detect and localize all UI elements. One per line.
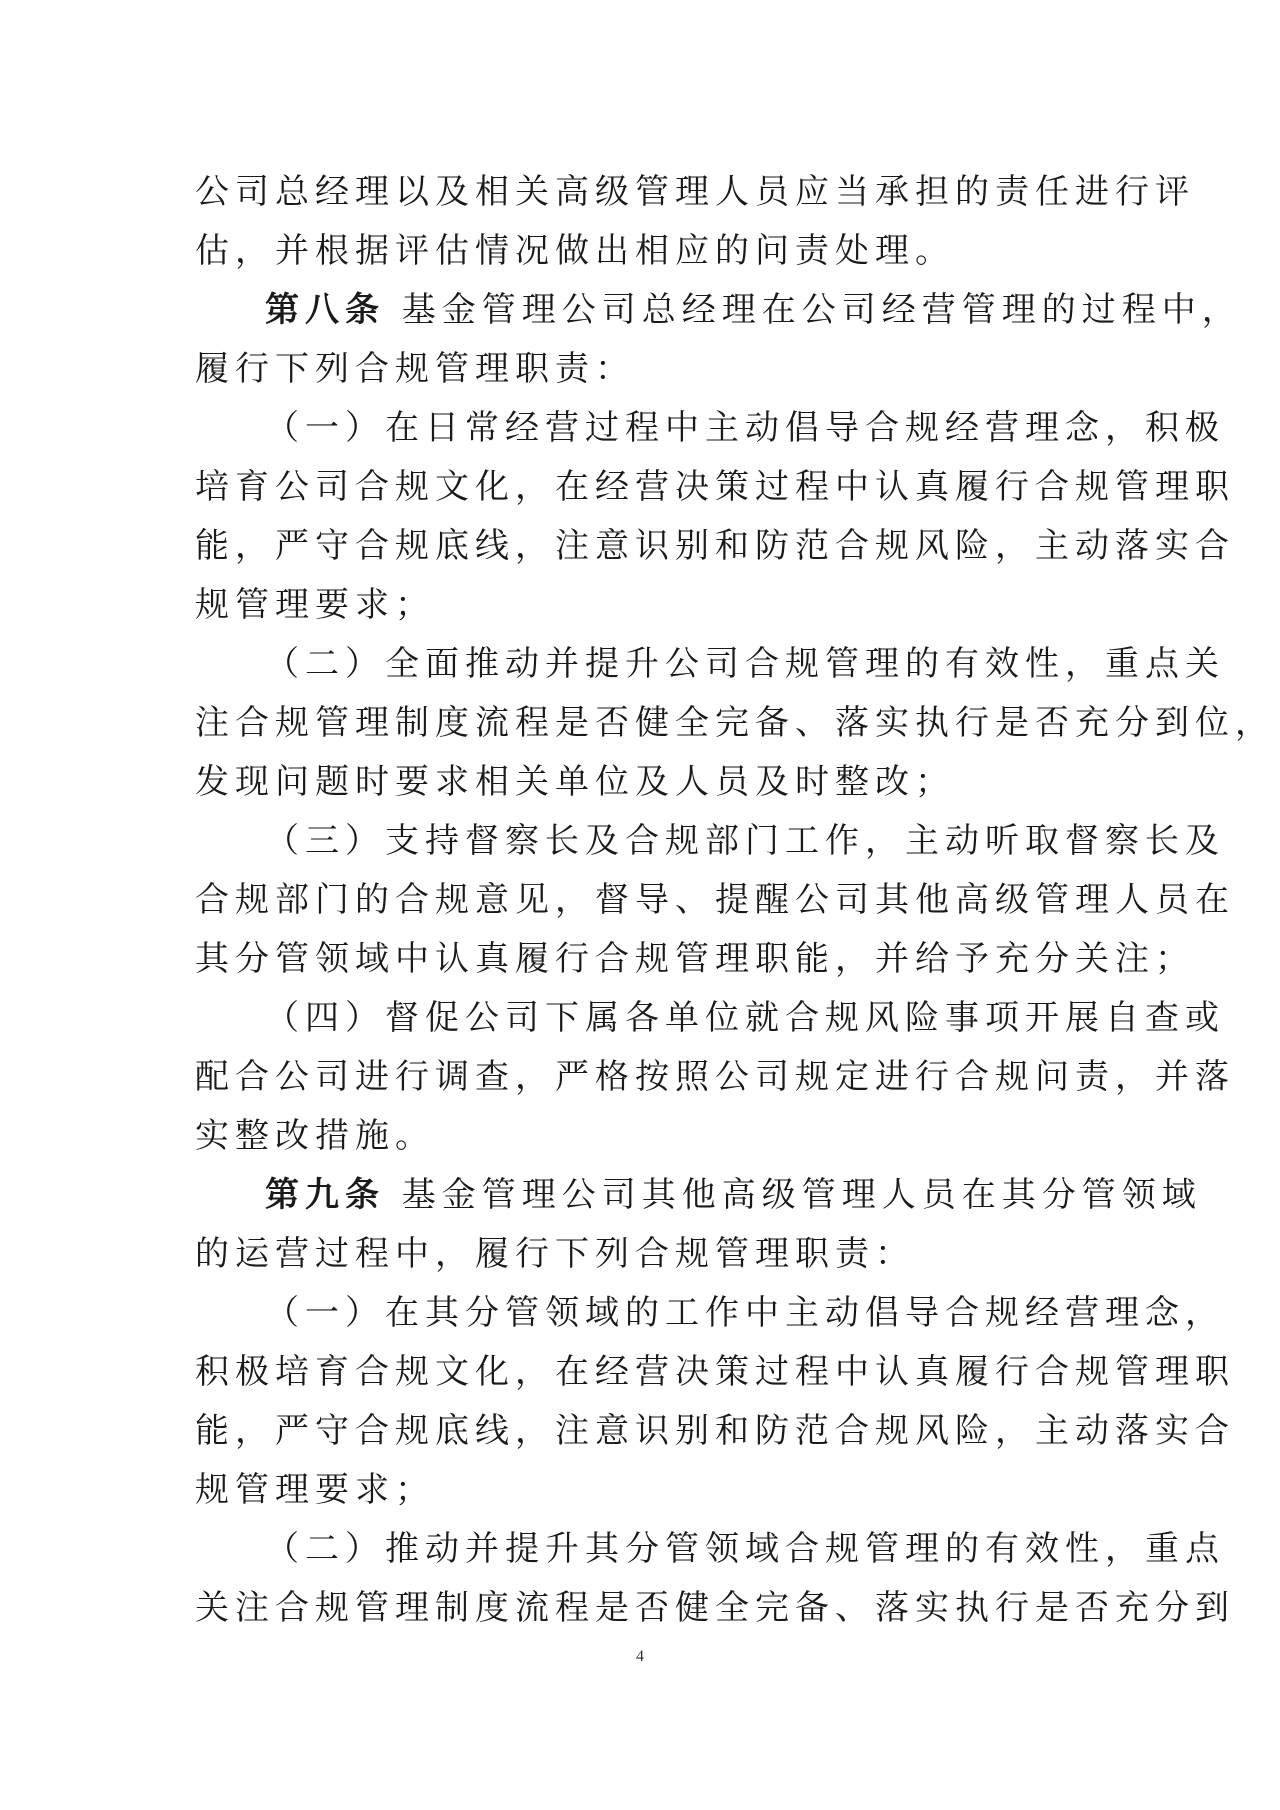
text-line <box>195 1579 1235 1638</box>
line-text: 发现问题时要求相关单位及人员及时整改； <box>195 762 955 802</box>
paragraph <box>195 1284 1235 1520</box>
text-line <box>195 340 1095 399</box>
text-line <box>195 989 1225 1048</box>
page-number: 4 <box>636 1648 644 1665</box>
line-text: 注合规管理制度流程是否健全完备、落实执行是否充分到位， <box>195 703 1275 743</box>
line-text: 能，严守合规底线，注意识别和防范合规风险，主动落实合 <box>195 526 1235 566</box>
text-line <box>195 399 1225 458</box>
text-line <box>195 1225 1095 1284</box>
paragraph <box>195 989 1235 1166</box>
text-line <box>195 576 1095 635</box>
text-line <box>195 517 1235 576</box>
text-line <box>195 812 1225 871</box>
text-line <box>195 1107 1095 1166</box>
line-text: 基金管理公司其他高级管理人员在其分管领域 <box>385 1175 1202 1215</box>
line-text: 基金管理公司总经理在公司经营管理的过程中， <box>385 290 1242 330</box>
paragraph <box>195 163 1195 281</box>
line-text: 履行下列合规管理职责： <box>195 349 635 389</box>
article-heading: 第八条 <box>265 290 385 330</box>
document-body <box>195 163 1275 1638</box>
text-line <box>195 1402 1235 1461</box>
line-text: （四）督促公司下属各单位就合规风险事项开展自查或 <box>265 998 1225 1038</box>
paragraph-article-8 <box>195 281 1242 399</box>
text-line <box>195 163 1195 222</box>
line-text: 公司总经理以及相关高级管理人员应当承担的责任进行评 <box>195 172 1195 212</box>
paragraph <box>195 399 1235 635</box>
text-line <box>195 635 1225 694</box>
text-line <box>195 871 1235 930</box>
text-line <box>195 930 1195 989</box>
line-text: 其分管领域中认真履行合规管理职能，并给予充分关注； <box>195 939 1195 979</box>
text-line <box>195 222 1095 281</box>
line-text: 规管理要求； <box>195 1470 435 1510</box>
text-line <box>195 753 1095 812</box>
line-text: （一）在其分管领域的工作中主动倡导合规经营理念， <box>265 1293 1225 1333</box>
line-text: （二）推动并提升其分管领域合规管理的有效性，重点 <box>265 1529 1225 1569</box>
line-text: 能，严守合规底线，注意识别和防范合规风险，主动落实合 <box>195 1411 1235 1451</box>
article-heading: 第九条 <box>265 1175 385 1215</box>
line-text: 配合公司进行调查，严格按照公司规定进行合规问责，并落 <box>195 1057 1235 1097</box>
text-line <box>195 1166 1202 1225</box>
line-text: 实整改措施。 <box>195 1116 435 1156</box>
line-text: 关注合规管理制度流程是否健全完备、落实执行是否充分到 <box>195 1588 1235 1628</box>
text-line <box>195 1461 1095 1520</box>
line-text: （一）在日常经营过程中主动倡导合规经营理念，积极 <box>265 408 1225 448</box>
line-text: 规管理要求； <box>195 585 435 625</box>
line-text: 积极培育合规文化，在经营决策过程中认真履行合规管理职 <box>195 1352 1235 1392</box>
text-line <box>195 1520 1225 1579</box>
text-line <box>195 281 1242 340</box>
line-text: 估，并根据评估情况做出相应的问责处理。 <box>195 231 955 271</box>
paragraph <box>195 812 1235 989</box>
line-text: 培育公司合规文化，在经营决策过程中认真履行合规管理职 <box>195 467 1235 507</box>
line-text: （二）全面推动并提升公司合规管理的有效性，重点关 <box>265 644 1225 684</box>
line-text: 的运营过程中，履行下列合规管理职责： <box>195 1234 915 1274</box>
text-line <box>195 1048 1235 1107</box>
line-text: 合规部门的合规意见，督导、提醒公司其他高级管理人员在 <box>195 880 1235 920</box>
paragraph <box>195 635 1275 812</box>
text-line <box>195 1284 1225 1343</box>
text-line <box>195 458 1235 517</box>
text-line <box>195 1343 1235 1402</box>
paragraph-article-9 <box>195 1166 1202 1284</box>
paragraph <box>195 1520 1235 1638</box>
line-text: （三）支持督察长及合规部门工作，主动听取督察长及 <box>265 821 1225 861</box>
text-line <box>195 694 1275 753</box>
